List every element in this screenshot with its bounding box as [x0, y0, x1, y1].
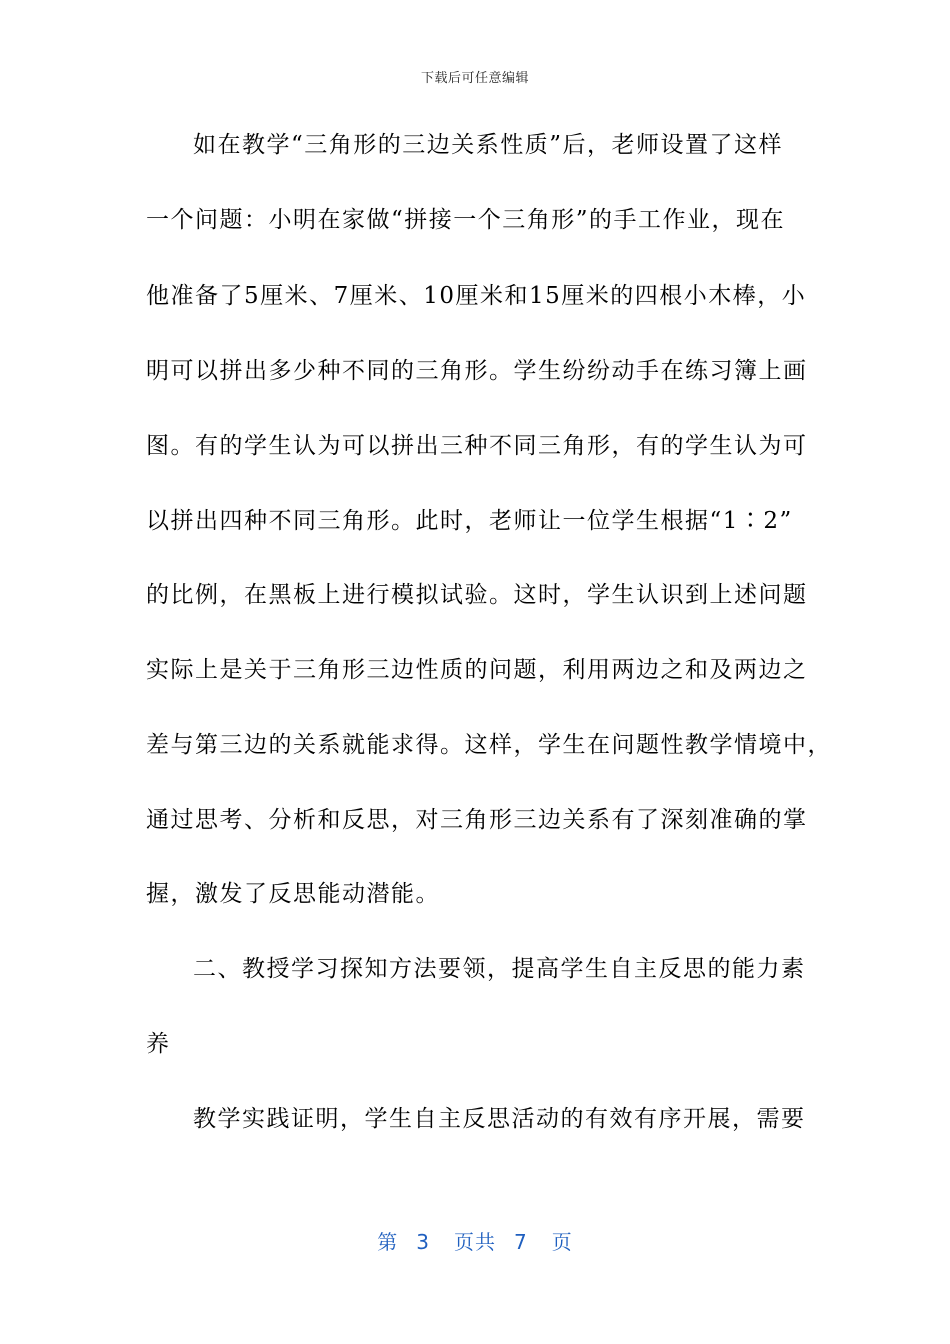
text-line-10: 通过思考、分析和反思，对三角形三边关系有了深刻准确的掌: [146, 807, 808, 833]
text-line-7: 的比例，在黑板上进行模拟试验。这时，学生认识到上述问题: [146, 582, 808, 608]
footer-page-number: 3: [416, 1230, 430, 1254]
text-line-1: 如在教学“三角形的三边关系性质”后，老师设置了这样: [193, 132, 784, 158]
text-line-5: 图。有的学生认为可以拼出三种不同三角形，有的学生认为可: [146, 433, 808, 459]
text-line-6: 以拼出四种不同三角形。此时，老师让一位学生根据“1∶2”: [146, 508, 793, 534]
text-line-11: 握，激发了反思能动潜能。: [146, 881, 440, 907]
footer-suffix: 页: [551, 1230, 573, 1254]
section-heading-line-2: 养: [146, 1031, 171, 1057]
text-line-4: 明可以拼出多少种不同的三角形。学生纷纷动手在练习簿上画: [146, 358, 808, 384]
page-footer: [0, 1226, 950, 1255]
text-line-2: 一个问题：小明在家做“拼接一个三角形”的手工作业，现在: [146, 207, 786, 233]
section-heading-line-1: 二、教授学习探知方法要领，提高学生自主反思的能力素: [193, 956, 806, 982]
text-line-3: 他准备了5厘米、7厘米、10厘米和15厘米的四根小木棒，小: [146, 283, 807, 309]
text-line-9: 差与第三边的关系就能求得。这样，学生在问题性教学情境中，: [146, 732, 832, 758]
footer-prefix: 第: [377, 1230, 399, 1254]
header-note: 下载后可任意编辑: [420, 71, 529, 86]
text-line-8: 实际上是关于三角形三边性质的问题，利用两边之和及两边之: [146, 657, 808, 683]
footer-middle: 页共: [454, 1230, 496, 1254]
text-line-12: 教学实践证明，学生自主反思活动的有效有序开展，需要: [193, 1106, 806, 1132]
footer-total-pages: 7: [514, 1230, 528, 1254]
